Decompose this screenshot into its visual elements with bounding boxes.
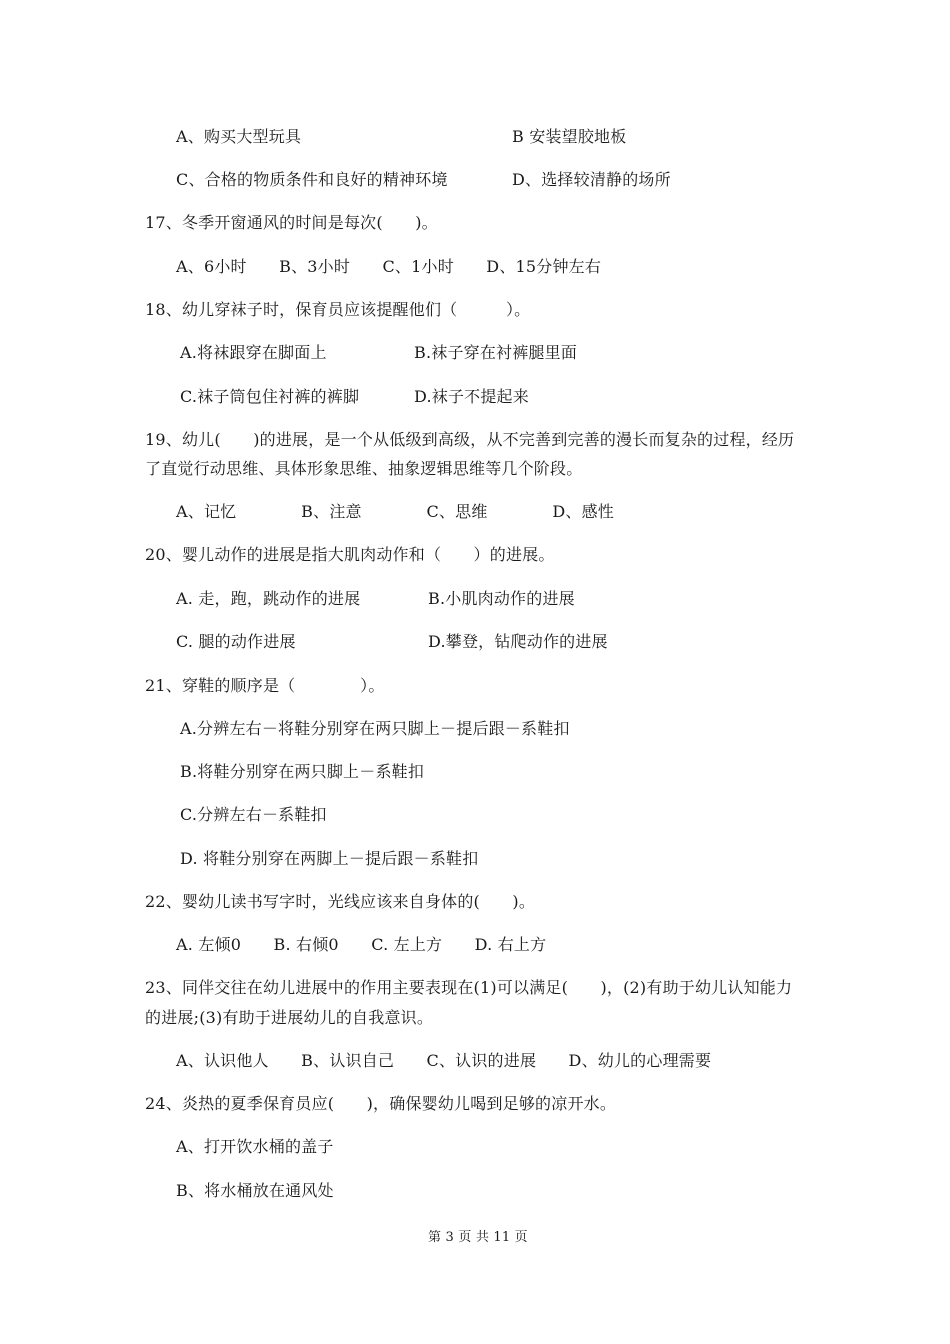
q19-options: A、记忆 B、注意 C、思维 D、感性 xyxy=(176,502,614,521)
q24-option-b: B、将水桶放在通风处 xyxy=(176,1181,334,1200)
q18-question: 18、幼儿穿袜子时，保育员应该提醒他们（ ）。 xyxy=(145,300,531,319)
q23-question-line2: 的进展;(3)有助于进展幼儿的自我意识。 xyxy=(145,1008,434,1027)
q16-option-c: C、合格的物质条件和良好的精神环境 xyxy=(176,170,448,189)
q21-option-b: B.将鞋分别穿在两只脚上－系鞋扣 xyxy=(180,762,425,781)
q19-question-line2: 了直觉行动思维、具体形象思维、抽象逻辑思维等几个阶段。 xyxy=(145,459,583,478)
q21-option-a: A.分辨左右－将鞋分别穿在两只脚上－提后跟－系鞋扣 xyxy=(180,719,570,738)
q20-question: 20、婴儿动作的进展是指大肌肉动作和（ ）的进展。 xyxy=(145,545,555,564)
q16-option-a: A、购买大型玩具 xyxy=(176,127,302,146)
q23-options: A、认识他人 B、认识自己 C、认识的进展 D、幼儿的心理需要 xyxy=(176,1051,712,1070)
q21-option-c: C.分辨左右－系鞋扣 xyxy=(180,805,327,824)
q23-question-line1: 23、同伴交往在幼儿进展中的作用主要表现在(1)可以满足( )，(2)有助于幼儿认知能力 xyxy=(145,978,793,997)
q16-option-b: B 安装望胶地板 xyxy=(512,127,627,146)
q20-option-c: C. 腿的动作进展 xyxy=(176,632,296,651)
q16-option-d: D、选择较清静的场所 xyxy=(512,170,671,189)
q17-question: 17、冬季开窗通风的时间是每次( )。 xyxy=(145,213,438,232)
q18-option-d: D.袜子不提起来 xyxy=(414,387,529,406)
q20-option-b: B.小肌肉动作的进展 xyxy=(428,589,575,608)
q19-question-line1: 19、幼儿( )的进展，是一个从低级到高级，从不完善到完善的漫长而复杂的过程，经历 xyxy=(145,430,795,449)
q20-option-d: D.攀登，钻爬动作的进展 xyxy=(428,632,608,651)
q22-options: A. 左倾0 B. 右倾0 C. 左上方 D. 右上方 xyxy=(176,935,547,954)
q24-question: 24、炎热的夏季保育员应( )，确保婴幼儿喝到足够的凉开水。 xyxy=(145,1094,617,1113)
q21-question: 21、穿鞋的顺序是（ ）。 xyxy=(145,676,385,695)
page-footer: 第 3 页 共 11 页 xyxy=(428,1230,528,1245)
q17-options: A、6小时 B、3小时 C、1小时 D、15分钟左右 xyxy=(176,257,602,276)
q18-option-a: A.将袜跟穿在脚面上 xyxy=(180,343,327,362)
q21-option-d: D. 将鞋分别穿在两脚上－提后跟－系鞋扣 xyxy=(180,849,479,868)
q24-option-a: A、打开饮水桶的盖子 xyxy=(176,1137,334,1156)
q20-option-a: A. 走，跑，跳动作的进展 xyxy=(176,589,361,608)
q18-option-c: C.袜子筒包住衬裤的裤脚 xyxy=(180,387,360,406)
q18-option-b: B.袜子穿在衬裤腿里面 xyxy=(414,343,578,362)
q22-question: 22、婴幼儿读书写字时，光线应该来自身体的( )。 xyxy=(145,892,536,911)
